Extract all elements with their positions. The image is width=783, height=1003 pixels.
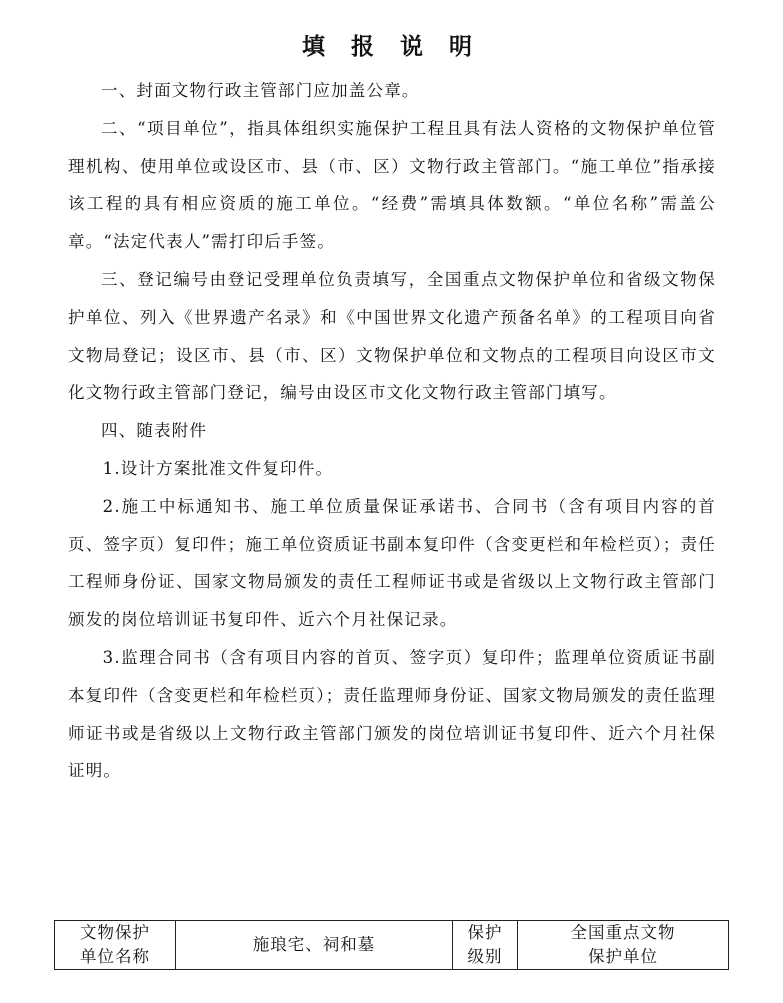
protection-level-value-line-1: 全国重点文物 — [570, 923, 676, 942]
unit-name-label — [55, 921, 176, 970]
protection-level-value — [518, 921, 729, 970]
protection-level-label — [453, 921, 518, 970]
attachment-item-1: 1.设计方案批准文件复印件。 — [102, 458, 334, 478]
instructions-body — [68, 72, 716, 790]
protection-level-label-line-2: 级别 — [467, 947, 503, 966]
unit-name-value — [176, 921, 453, 970]
unit-name-label-line-2: 单位名称 — [80, 947, 150, 966]
protection-level-label-line-1: 保护 — [467, 923, 503, 942]
table-row — [55, 921, 729, 970]
protection-level-value-line-2: 保护单位 — [588, 947, 658, 966]
attachment-item-2: 2.施工中标通知书、施工单位质量保证承诺书、合同书（含有项目内容的首页、签字页）复印件；施工单位资质证书副本复印件（含变更栏和年检栏页）；责任工程师身份证、国家文物局颁发的责任工程师证书或是省级以上文物行政主管部门颁发的岗位培训证书复印件、近六个月社保记录。 — [68, 496, 716, 630]
page-title: 填 报 说 明 — [301, 33, 482, 60]
paragraph-2: 二、“项目单位”，指具体组织实施保护工程且具有法人资格的文物保护单位管理机构、使用单位或设区市、县（市、区）文物行政主管部门。“施工单位”指承接该工程的具有相应资质的施工单位。“经费”需填具体数额。“单位名称”需盖公章。“法定代表人”需打印后手签。 — [68, 118, 716, 252]
unit-info-table — [54, 920, 729, 970]
unit-name-label-line-1: 文物保护 — [80, 923, 150, 942]
paragraph-1: 一、封面文物行政主管部门应加盖公章。 — [101, 81, 420, 100]
paragraph-3: 三、登记编号由登记受理单位负责填写，全国重点文物保护单位和省级文物保护单位、列入《世界遗产名录》和《中国世界文化遗产预备名单》的工程项目向省文物局登记；设区市、县（市、区）文物保护单位和文物点的工程项目向设区市文化文物行政主管部门登记，编号由设区市文化文物行政主管部门填写。 — [68, 269, 716, 403]
paragraph-4: 四、随表附件 — [101, 421, 208, 441]
unit-name-text: 施琅宅、祠和墓 — [252, 935, 376, 954]
attachment-item-3: 3.监理合同书（含有项目内容的首页、签字页）复印件；监理单位资质证书副本复印件（含变更栏和年检栏页）；责任监理师身份证、国家文物局颁发的责任监理师证书或是省级以上文物行政主管部门颁发的岗位培训证书复印件、近六个月社保证明。 — [68, 647, 716, 781]
